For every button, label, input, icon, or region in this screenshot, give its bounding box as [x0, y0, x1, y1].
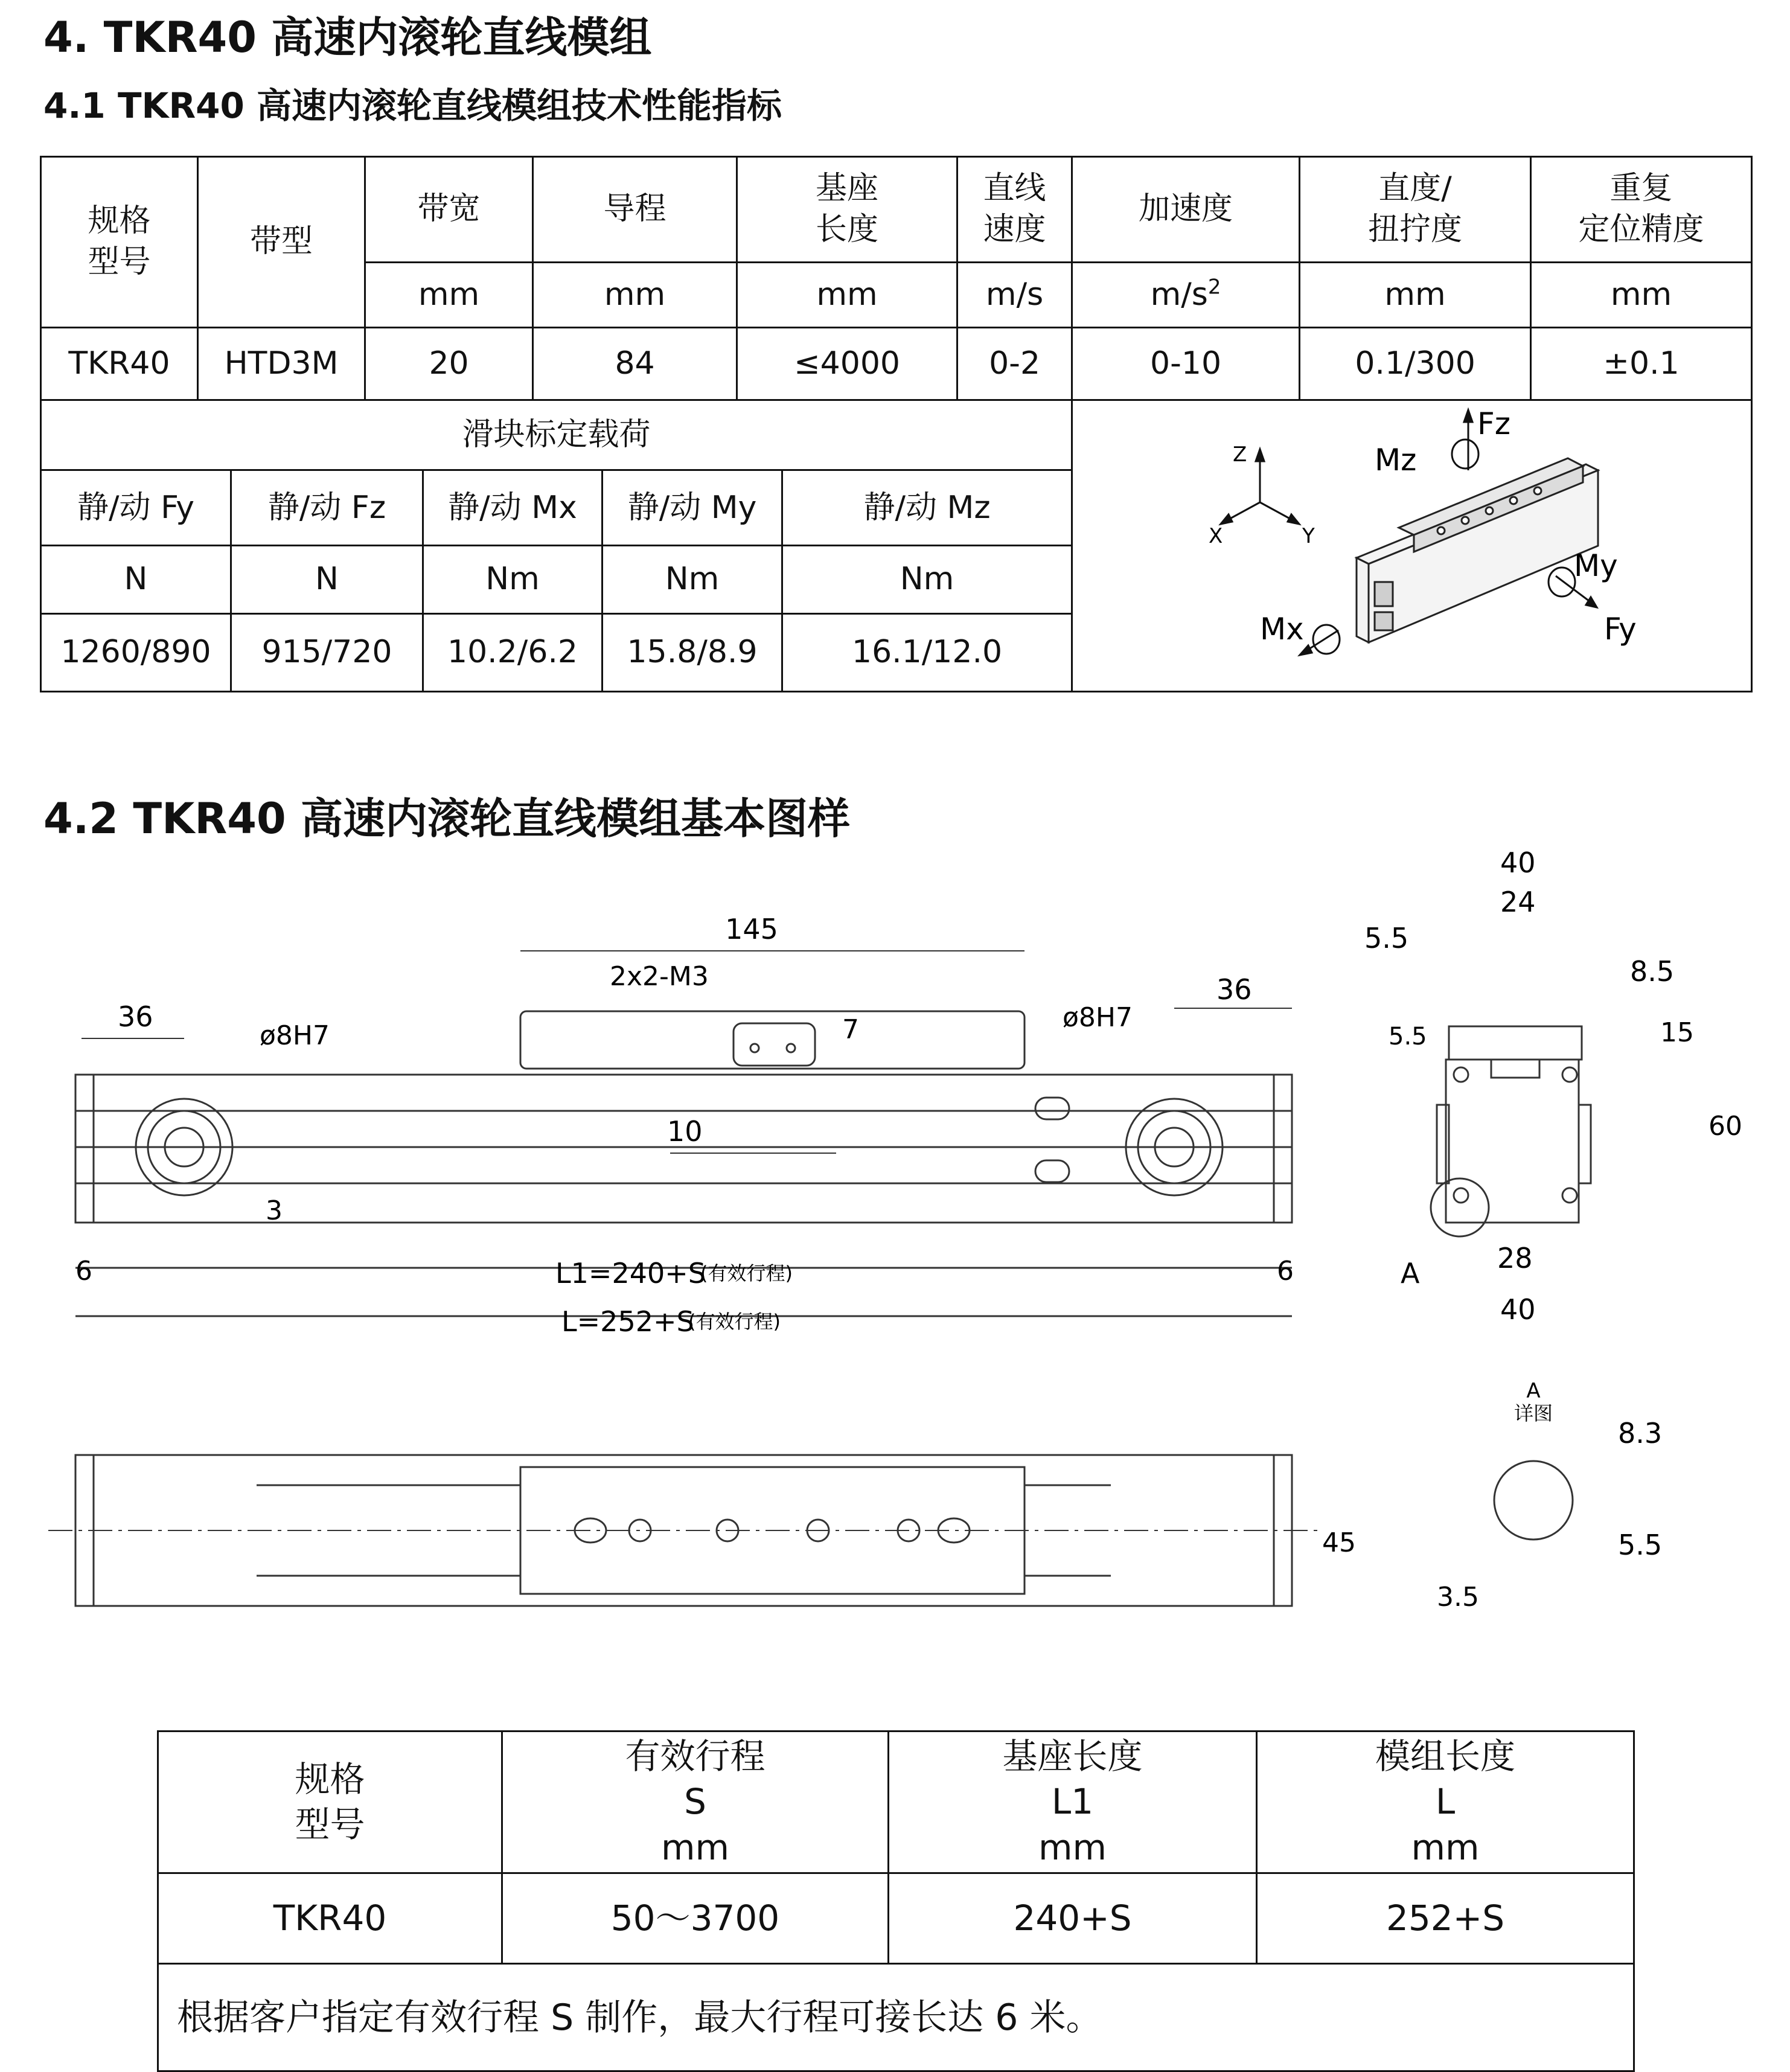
top-view [48, 1455, 1322, 1606]
side-dim-5-5-a: 5.5 [1364, 922, 1409, 954]
side-dim-24: 24 [1500, 886, 1536, 918]
spec-unit-acceleration [1072, 263, 1300, 328]
moment-mx-label: Mx [1260, 612, 1304, 647]
section-title: 4. TKR40 高速内滚轮直线模组 [43, 13, 652, 62]
side-dim-15: 15 [1660, 1017, 1694, 1048]
subsection-title-drawing: 4.2 TKR40 高速内滚轮直线模组基本图样 [43, 794, 851, 843]
subsection-title-specs: 4.1 TKR40 高速内滚轮直线模组技术性能指标 [43, 85, 782, 126]
moment-mz-label: Mz [1375, 443, 1417, 478]
stroke-header-module-unit: mm [1411, 1826, 1480, 1868]
stroke-header-stroke-unit: mm [661, 1826, 729, 1868]
load-value-fy: 1260/890 [41, 613, 231, 691]
spec-header-straightness: 直度/ 扭拧度 [1300, 157, 1531, 263]
technical-drawing [0, 845, 1790, 1630]
spec-value-model: TKR40 [41, 328, 198, 400]
load-header-fy: 静/动 Fy [41, 470, 231, 546]
dim-width: 45 [1322, 1527, 1356, 1558]
load-unit: Nm [603, 546, 782, 613]
spec-header-belt-width: 带宽 [365, 157, 533, 263]
stroke-header-base-label: 基座长度 [1002, 1735, 1143, 1777]
dim-module-length: L=252+S [561, 1305, 694, 1338]
dim-hole-offset: 7 [842, 1014, 859, 1045]
load-unit: Nm [782, 546, 1072, 613]
dim-right-roller-offset: 36 [1216, 973, 1252, 1006]
spec-value-belt-type: HTD3M [198, 328, 365, 400]
detail-callout-a: A [1401, 1257, 1420, 1290]
stroke-header-stroke [502, 1731, 889, 1873]
dim-slider-length: 145 [725, 913, 778, 945]
spec-unit: m/s [957, 263, 1072, 328]
spec-header-lead: 导程 [533, 157, 737, 263]
load-value-mx: 10.2/6.2 [423, 613, 603, 691]
stroke-header-base-unit: mm [1038, 1826, 1107, 1868]
moment-my-label: My [1574, 548, 1618, 583]
stroke-header-stroke-label: 有效行程 [625, 1735, 766, 1777]
load-value-my: 15.8/8.9 [603, 613, 782, 691]
stroke-value-module: 252+S [1257, 1873, 1634, 1964]
detail-dim-8-3: 8.3 [1618, 1417, 1663, 1450]
load-value-fz: 915/720 [231, 613, 423, 691]
spec-unit: mm [1300, 263, 1531, 328]
axis-figure-cell [1072, 400, 1752, 692]
stroke-note: 根据客户指定有效行程 S 制作，最大行程可接长达 6 米。 [158, 1964, 1634, 2071]
dim-center-offset: 3 [266, 1195, 283, 1226]
spec-unit: mm [1531, 263, 1752, 328]
spec-unit: mm [533, 263, 737, 328]
side-dim-28: 28 [1497, 1242, 1533, 1274]
acceleration-unit-exponent: 2 [1207, 275, 1221, 300]
side-dim-height: 60 [1708, 1111, 1742, 1142]
stroke-header-base [889, 1731, 1257, 1873]
load-header-mx: 静/动 Mx [423, 470, 603, 546]
side-view [1431, 1026, 1591, 1540]
force-fz-label: Fz [1477, 406, 1511, 441]
detail-dim-5-5: 5.5 [1618, 1529, 1663, 1561]
dim-base-length: L1=240+S [555, 1257, 706, 1290]
dim-left-end-cap: 6 [75, 1256, 92, 1287]
side-dim-8-5: 8.5 [1630, 955, 1675, 988]
stroke-header-module-symbol: L [1435, 1781, 1456, 1823]
load-header-fz: 静/动 Fz [231, 470, 423, 546]
axis-z-label: Z [1233, 443, 1247, 467]
axis-y-label: Y [1302, 524, 1315, 548]
acceleration-unit: $m/s^2$ [1150, 275, 1221, 313]
load-unit: N [41, 546, 231, 613]
stroke-value-model: TKR40 [158, 1873, 502, 1964]
spec-value-straightness: 0.1/300 [1300, 328, 1531, 400]
stroke-header-module [1257, 1731, 1634, 1873]
dim-left-bore: ø8H7 [260, 1020, 330, 1051]
stroke-header-stroke-symbol: S [684, 1781, 706, 1823]
stroke-header-base-symbol: L1 [1051, 1781, 1094, 1823]
spec-header-speed: 直线 速度 [957, 157, 1072, 263]
slider-axis-diagram [1073, 401, 1752, 680]
spec-value-base-length: ≤4000 [737, 328, 957, 400]
detail-title-label: 详图 [1514, 1402, 1553, 1425]
stroke-table [157, 1730, 1635, 2072]
spec-value-acceleration: 0-10 [1072, 328, 1300, 400]
dim-right-bore: ø8H7 [1063, 1002, 1133, 1033]
load-value-mz: 16.1/12.0 [782, 613, 1072, 691]
load-unit: Nm [423, 546, 603, 613]
dim-left-roller-offset: 36 [118, 1000, 153, 1033]
spec-value-speed: 0-2 [957, 328, 1072, 400]
axis-x-label: X [1209, 524, 1223, 548]
spec-header-belt-type: 带型 [198, 157, 365, 328]
dim-module-length-note: (有效行程) [688, 1310, 781, 1333]
stroke-value-base: 240+S [889, 1873, 1257, 1964]
stroke-value-stroke: 50～3700 [502, 1873, 889, 1964]
spec-value-repeatability: ±0.1 [1531, 328, 1752, 400]
spec-header-model: 规格 型号 [41, 157, 198, 328]
dim-tapped-holes: 2x2-M3 [610, 961, 709, 992]
load-title: 滑块标定载荷 [41, 400, 1072, 470]
dim-base-length-note: (有效行程) [700, 1262, 793, 1285]
spec-unit: mm [737, 263, 957, 328]
stroke-header-module-label: 模组长度 [1375, 1735, 1515, 1777]
spec-header-base-length: 基座 长度 [737, 157, 957, 263]
side-dim-5-5-b: 5.5 [1389, 1023, 1427, 1050]
spec-header-repeatability: 重复 定位精度 [1531, 157, 1752, 263]
spec-value-lead: 84 [533, 328, 737, 400]
spec-unit: mm [365, 263, 533, 328]
force-fy-label: Fy [1604, 612, 1637, 647]
side-dim-width-top: 40 [1500, 846, 1536, 879]
spec-value-belt-width: 20 [365, 328, 533, 400]
load-header-my: 静/动 My [603, 470, 782, 546]
stroke-header-model: 规格 型号 [158, 1731, 502, 1873]
detail-dim-3-5: 3.5 [1437, 1582, 1479, 1613]
spec-header-acceleration: 加速度 [1072, 157, 1300, 263]
dim-right-end-cap: 6 [1277, 1256, 1294, 1287]
module-isometric-icon [1357, 458, 1598, 642]
dim-hole-spacing: 10 [667, 1115, 703, 1148]
load-unit: N [231, 546, 423, 613]
spec-table [40, 156, 1753, 692]
side-dim-width-bottom: 40 [1500, 1293, 1536, 1326]
detail-title-a: A [1526, 1379, 1541, 1403]
load-header-mz: 静/动 Mz [782, 470, 1072, 546]
